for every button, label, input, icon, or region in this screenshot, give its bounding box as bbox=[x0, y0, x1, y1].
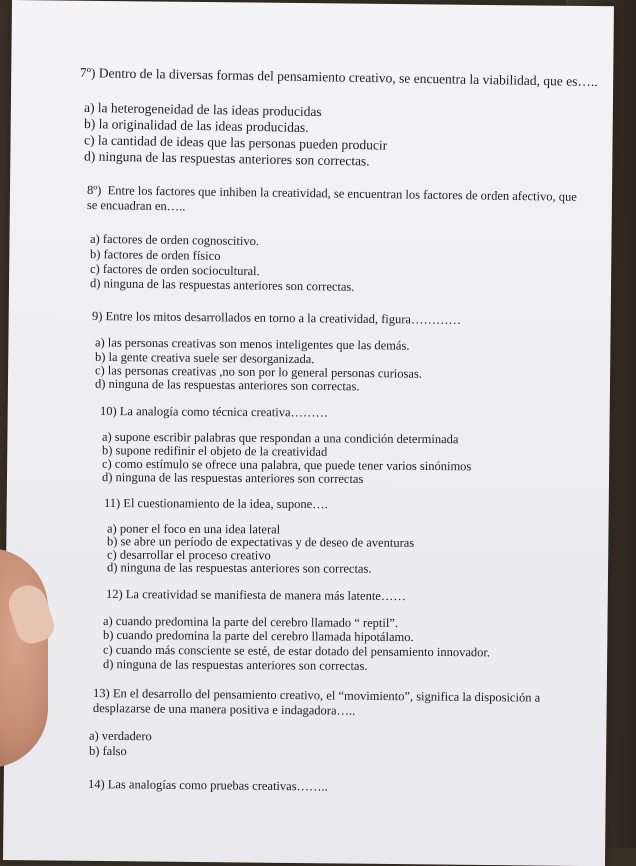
option: a) supone escribir palabras que respondan a una condición determinada bbox=[101, 429, 459, 447]
option: a) la heterogeneidad de las ideas producidas bbox=[83, 99, 322, 120]
option: d) ninguna de las respuestas anteriores son correctas. bbox=[83, 148, 370, 169]
option: b) se abre un período de expectativas y de deseo de aventuras bbox=[106, 534, 415, 550]
option: b) la originalidad de las ideas producidas. bbox=[83, 116, 309, 135]
option: a) cuando predomina la parte del cerebro llamado “ reptil”. bbox=[102, 613, 399, 631]
option: b) cuando predomina la parte del cerebro llamada hipotálamo. bbox=[102, 627, 414, 645]
question-9 bbox=[92, 309, 461, 327]
question-number: 12) bbox=[105, 587, 123, 602]
question-number: 8º) bbox=[87, 183, 102, 198]
option: d) ninguna de las respuestas anteriores son correctas. bbox=[106, 560, 372, 576]
option: a) poner el foco en una idea lateral bbox=[106, 521, 281, 537]
option: c) desarrollar el proceso creativo bbox=[106, 547, 271, 563]
option: a) las personas creativas son menos inteligentes que las demás. bbox=[94, 335, 410, 353]
option: c) las personas creativas ,no son por lo general personas curiosas. bbox=[94, 363, 423, 381]
question-number: 10) bbox=[99, 404, 117, 419]
question-number: 14) bbox=[87, 777, 105, 792]
question-text: Dentro de la diversas formas del pensamiento creativo, se encuentra la viabilidad, que es….. bbox=[98, 65, 598, 90]
question-14 bbox=[88, 777, 328, 794]
option: c) como estímulo se ofrece una palabra, que puede tener varios sinónimos bbox=[101, 456, 472, 474]
question-7 bbox=[80, 66, 598, 89]
question-text: La creatividad se manifiesta de manera más latente…… bbox=[125, 587, 406, 604]
question-text: Las analogías como pruebas creativas…….. bbox=[107, 777, 328, 794]
question-10 bbox=[100, 404, 328, 420]
question-8 bbox=[87, 183, 577, 220]
option: d) ninguna de las respuestas anteriores son correctas. bbox=[102, 657, 368, 673]
question-text: El cuestionamiento de la idea, supone…. bbox=[123, 496, 328, 512]
option: b) la gente creativa suele ser desorganizada. bbox=[94, 349, 315, 367]
question-number: 13) bbox=[93, 686, 110, 701]
option: b) falso bbox=[88, 743, 127, 759]
question-text: Entre los mitos desarrollados en torno a la creatividad, figura………… bbox=[105, 309, 462, 327]
question-number: 11) bbox=[103, 496, 121, 511]
question-number: 7º) bbox=[79, 65, 96, 81]
question-number: 9) bbox=[91, 309, 103, 324]
question-11 bbox=[104, 496, 328, 511]
option: c) la cantidad de ideas que las personas pueden producir bbox=[83, 132, 388, 153]
option: a) factores de orden cognoscitivo. bbox=[89, 231, 260, 249]
option: d) ninguna de las respuestas anteriores son correctas. bbox=[94, 376, 360, 394]
question-text: La analogía como técnica creativa……… bbox=[119, 404, 329, 420]
question-text: Entre los factores que inhiben la creatividad, se encuentran los factores de orden afectivo, que se encuadran en….. bbox=[86, 183, 577, 214]
option: a) verdadero bbox=[88, 728, 152, 744]
option: d) ninguna de las respuestas anteriores son correctas. bbox=[89, 276, 355, 294]
question-text: En el desarrollo del pensamiento creativo, el “movimiento”, significa la disposición a desplazarse de una manera positiva e indagadora….. bbox=[92, 686, 541, 718]
option: b) supone redifinir el objeto de la creatividad bbox=[101, 443, 328, 459]
question-13 bbox=[93, 686, 553, 721]
option: d) ninguna de las respuestas anteriores son correctas bbox=[101, 470, 364, 486]
option: b) factores de orden físico bbox=[89, 247, 221, 263]
question-12 bbox=[106, 587, 406, 603]
option: c) cuando más consciente se esté, de estar dotado del pensamiento innovador. bbox=[102, 642, 491, 660]
option: c) factores de orden sociocultural. bbox=[89, 261, 260, 279]
